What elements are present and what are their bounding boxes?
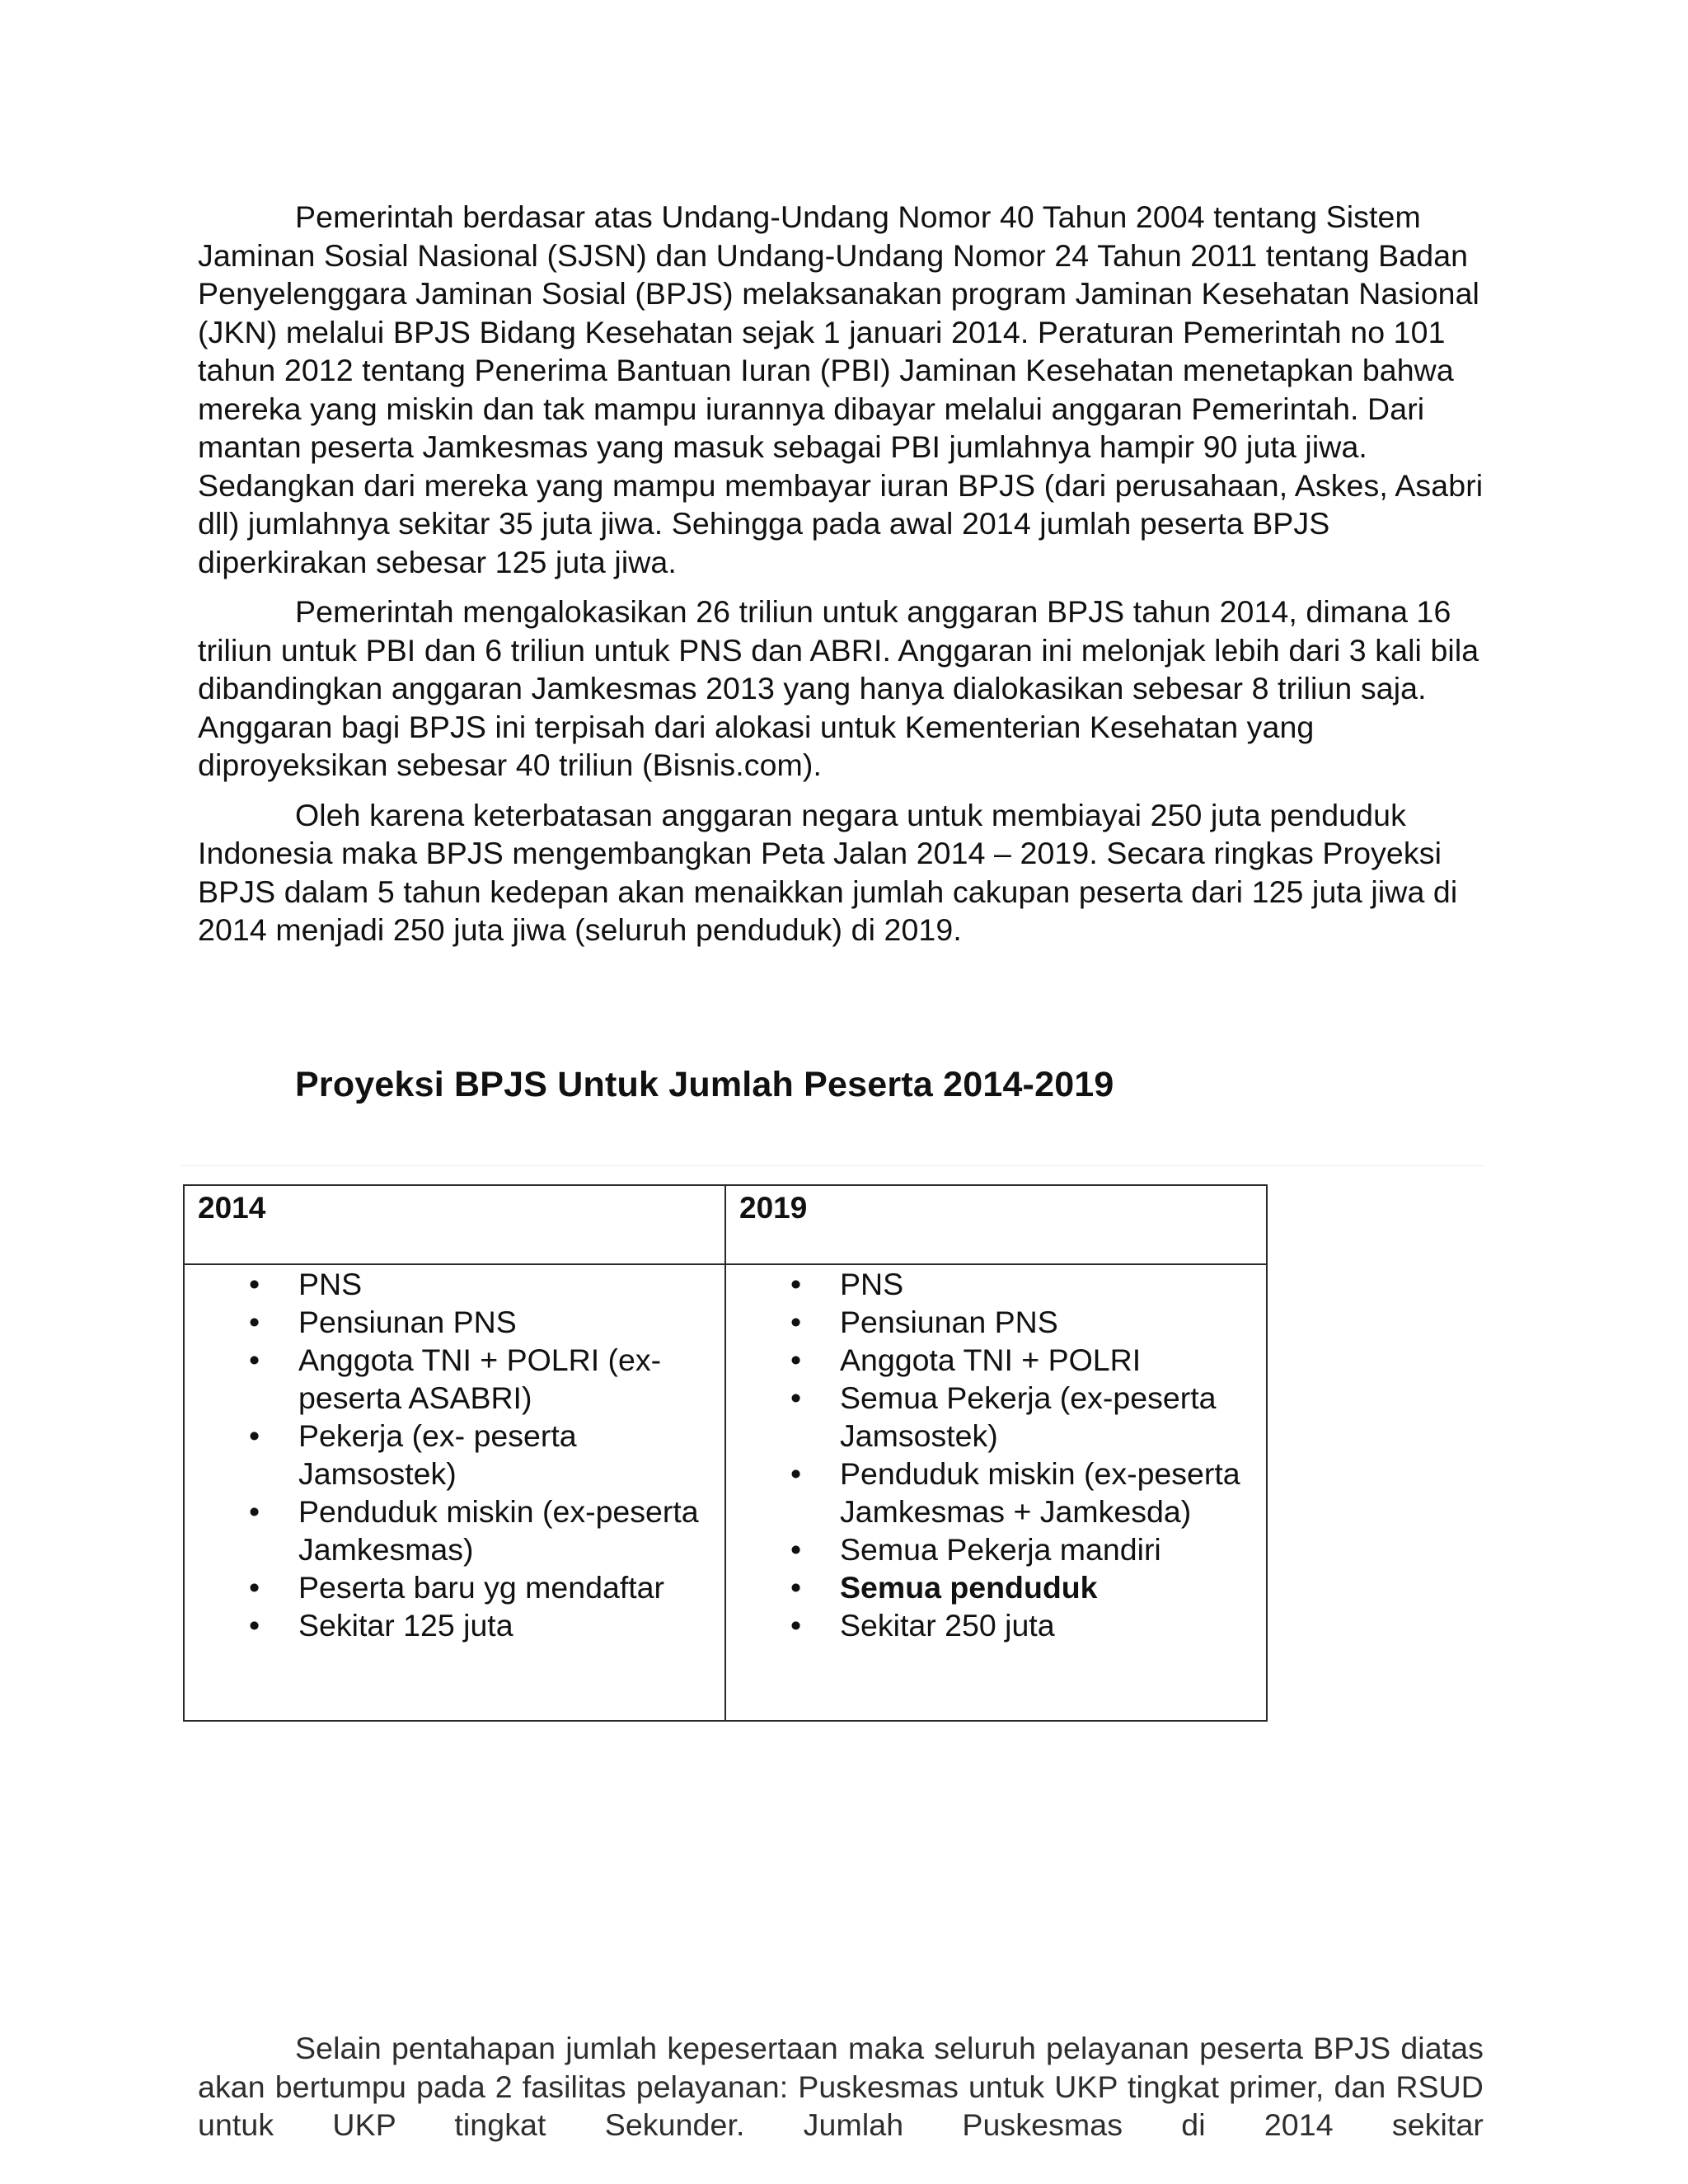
bullet-icon: •	[249, 1608, 260, 1643]
bullet-icon: •	[790, 1380, 802, 1415]
column-header-2014: 2014	[184, 1185, 725, 1264]
list-item: • Semua Pekerja mandiri	[790, 1532, 1161, 1567]
bullet-icon: •	[249, 1418, 260, 1453]
bottom-paragraph-block	[198, 2029, 1484, 2156]
list-item: • Peserta baru yg mendaftar	[249, 1570, 664, 1605]
list-2014	[185, 1265, 715, 1644]
bullet-icon: •	[790, 1570, 802, 1605]
paragraph-road-map: Oleh karena keterbatasan anggaran negara untuk membiayai 250 juta penduduk Indonesia maka BPJS mengembangkan Peta Jalan 2014 – 2019. Secara ringkas Proyeksi BPJS dalam 5 tahun kedepan akan menaikkan jumlah cakupan peserta dari 125 juta jiwa di 2014 menjadi 250 juta jiwa (seluruh penduduk) di 2019.	[198, 797, 1458, 947]
bullet-icon: •	[249, 1343, 260, 1377]
bullet-icon: •	[249, 1494, 260, 1529]
bullet-icon: •	[790, 1456, 802, 1491]
list-item: • Penduduk miskin (ex-peserta Jamkesmas + Jamkesda)	[790, 1456, 1240, 1529]
bullet-icon: •	[790, 1305, 802, 1339]
bullet-icon: •	[249, 1267, 260, 1301]
list-2019	[726, 1265, 1256, 1644]
list-item: • Anggota TNI + POLRI (ex-peserta ASABRI)	[249, 1343, 662, 1415]
divider	[181, 1165, 1484, 1166]
list-item: • Pensiunan PNS	[249, 1305, 517, 1339]
list-item-emphasis: • Semua penduduk	[790, 1570, 1098, 1605]
bullet-icon: •	[790, 1532, 802, 1567]
bullet-icon: •	[249, 1305, 260, 1339]
bullet-icon: •	[790, 1608, 802, 1643]
section-title: Proyeksi BPJS Untuk Jumlah Peserta 2014-2019	[295, 1065, 1114, 1104]
paragraph-service-facilities: Selain pentahapan jumlah kepesertaan maka seluruh pelayanan peserta BPJS diatas akan bertumpu pada 2 fasilitas pelayanan: Puskesmas untuk UKP tingkat primer, dan RSUD untuk UKP tingkat Sekunder. Jumlah Puskesmas di 2014 sekitar	[198, 2031, 1484, 2142]
list-item: • PNS	[790, 1267, 904, 1301]
list-item: • Semua Pekerja (ex-peserta Jamsostek)	[790, 1380, 1217, 1453]
bullet-icon: •	[790, 1267, 802, 1301]
bullet-icon: •	[790, 1343, 802, 1377]
list-item: • Pekerja (ex- peserta Jamsostek)	[249, 1418, 577, 1491]
column-2014-cell	[184, 1264, 725, 1721]
list-item: • Anggota TNI + POLRI	[790, 1343, 1142, 1377]
list-item: • Pensiunan PNS	[790, 1305, 1058, 1339]
bullet-icon: •	[249, 1570, 260, 1605]
document-page	[198, 198, 1484, 2142]
table-row	[184, 1264, 1267, 1721]
projection-table	[183, 1184, 1268, 1722]
list-item: • Sekitar 250 juta	[790, 1608, 1055, 1643]
table-header-row	[184, 1185, 1267, 1264]
list-item: • Penduduk miskin (ex-peserta Jamkesmas)	[249, 1494, 699, 1567]
paragraph-jkn-program: Pemerintah berdasar atas Undang-Undang Nomor 40 Tahun 2004 tentang Sistem Jaminan Sosial Nasional (SJSN) dan Undang-Undang Nomor 24 Tahun 2011 tentang Badan Penyelenggara Jaminan Sosial (BPJS) melaksanakan program Jaminan Kesehatan Nasional (JKN) melalui BPJS Bidang Kesehatan sejak 1 januari 2014. Peraturan Pemerintah no 101 tahun 2012 tentang Penerima Bantuan Iuran (PBI) Jaminan Kesehatan menetapkan bahwa mereka yang miskin dan tak mampu iurannya dibayar melalui anggaran Pemerintah. Dari mantan peserta Jamkesmas yang masuk sebagai PBI jumlahnya hampir 90 juta jiwa. Sedangkan dari mereka yang mampu membayar iuran BPJS (dari perusahaan, Askes, Asabri dll) jumlahnya sekitar 35 juta jiwa. Sehingga pada awal 2014 jumlah peserta BPJS diperkirakan sebesar 125 juta jiwa.	[198, 199, 1484, 579]
list-item: • Sekitar 125 juta	[249, 1608, 513, 1643]
list-item: • PNS	[249, 1267, 363, 1301]
column-header-2019: 2019	[725, 1185, 1267, 1264]
paragraph-bpjs-budget: Pemerintah mengalokasikan 26 triliun untuk anggaran BPJS tahun 2014, dimana 16 triliun untuk PBI dan 6 triliun untuk PNS dan ABRI. Anggaran ini melonjak lebih dari 3 kali bila dibandingkan anggaran Jamkesmas 2013 yang hanya dialokasikan sebesar 8 triliun saja. Anggaran bagi BPJS ini terpisah dari alokasi untuk Kementerian Kesehatan yang diproyeksikan sebesar 40 triliun (Bisnis.com).	[198, 594, 1479, 782]
column-2019-cell	[725, 1264, 1267, 1721]
